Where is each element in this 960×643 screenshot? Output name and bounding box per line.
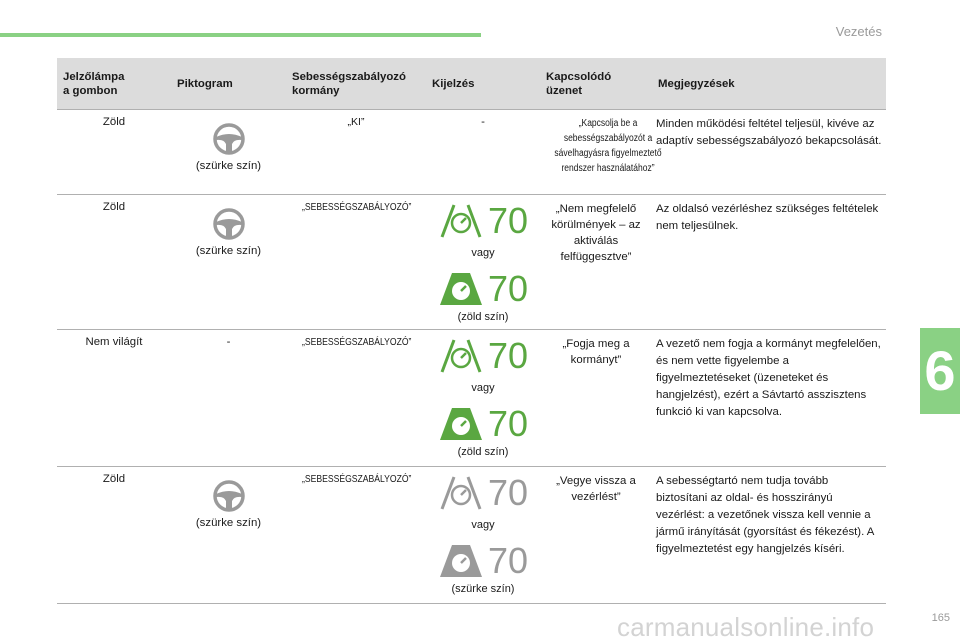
picto-label: (szürke szín) [195,517,262,529]
law-cell [286,330,426,467]
watermark: carmanualsonline.info [617,612,875,642]
picto-label: (szürke szín) [195,160,262,172]
header-notes: Megjegyzések [652,58,886,110]
lamp-text: Zöld [102,201,126,213]
or-text: vagy [471,247,495,259]
lane-filled-icon [438,541,484,582]
display-cell [426,110,540,195]
lane-outline-icon [438,201,484,242]
picto-label: (szürke szín) [195,245,262,257]
table-header-row [57,58,886,110]
steering-wheel-icon [212,122,246,156]
header-accent-bar [0,33,481,37]
picto-cell [171,110,286,195]
or-text: vagy [471,519,495,531]
lamp-cell [57,110,171,195]
lane-outline-icon [438,336,484,377]
notes-cell [652,195,886,330]
message-text: „Nem megfelelő körülmények – az aktiválás felfüggesztve” [551,203,641,263]
steering-wheel-icon [212,479,246,513]
notes-text: A sebességtartó nem tudja tovább biztosítani az oldal- és hosszirányú vezérlést: a vezetőnek vissza kell vennie a jármű irányítását (gyorsítást és fékezést). A figyelmeztetést egy hangjelzés kíséri. [656,475,874,555]
picto-dash: - [226,336,231,348]
lamp-text: Nem világít [85,336,143,348]
notes-text: A vezető nem fogja a kormányt megfelelően, és nem vette figyelembe a figyelmeztetéseket (üzeneteket és hangjelzést), ezért a Sávtartó asszisztens funkció ki van kapcsolva. [656,338,881,418]
message-text: „Vegye vissza a vezérlést” [556,475,636,503]
display-dash: - [481,116,485,128]
table-row [57,110,886,195]
lane-filled-indicator [430,404,536,444]
notes-text: Az oldalsó vezérléshez szükséges feltételek nem teljesülnek. [656,203,879,232]
display-cell [426,330,540,467]
speed-value: 70 [487,335,529,376]
law-cell [286,110,426,195]
speed-value: 70 [487,200,529,241]
lane-outline-indicator [430,201,536,241]
law-text: „SEBESSÉGSZABÁLYOZÓ” [302,201,412,213]
notes-cell [652,330,886,467]
law-cell [286,195,426,330]
lane-outline-icon [438,473,484,514]
speed-value: 70 [487,472,529,513]
picto-cell [171,330,286,467]
or-text: vagy [471,382,495,394]
display-cell [426,467,540,604]
picto-cell [171,195,286,330]
lamp-text: Zöld [102,116,126,128]
lane-filled-icon [438,404,484,445]
speed-value: 70 [487,268,529,309]
lamp-cell [57,330,171,467]
section-title: Vezetés [835,24,882,39]
message-cell [540,330,652,467]
law-cell [286,467,426,604]
table-row [57,330,886,467]
picto-cell [171,467,286,604]
notes-text: Minden működési feltétel teljesül, kivéve az adaptív sebességszabályozó bekapcsolását. [656,118,882,147]
header-law: Sebességszabályozó kormány [286,58,426,110]
table-row [57,195,886,330]
lamp-text: Zöld [102,473,126,485]
header-message: Kapcsolódó üzenet [540,58,652,110]
display-label: (zöld szín) [457,311,509,323]
lane-filled-indicator [430,269,536,309]
display-cell [426,195,540,330]
message-cell [540,110,662,195]
steering-wheel-icon [212,207,246,241]
display-label: (szürke szín) [451,583,515,595]
law-text: „SEBESSÉGSZABÁLYOZÓ” [302,336,412,348]
chapter-tab: 6 [920,328,960,414]
lamp-cell [57,467,171,604]
lane-assist-table [57,58,886,604]
lane-outline-indicator [430,473,536,513]
message-text: „Fogja meg a kormányt” [562,338,630,366]
message-text: „Kapcsolja be a sebességszabályozót a sávelhagyásra figyelmeztető rendszer használatához” [554,118,662,174]
header-picto: Piktogram [171,58,286,110]
notes-cell [652,110,886,195]
header-display: Kijelzés [426,58,540,110]
law-text: „KI” [347,116,365,128]
message-cell [540,195,652,330]
speed-value: 70 [487,403,529,444]
law-text: „SEBESSÉGSZABÁLYOZÓ” [302,473,412,485]
header-lamp: Jelzőlámpa a gombon [57,58,171,110]
page-number: 165 [931,612,950,624]
notes-cell [652,467,886,604]
display-label: (zöld szín) [457,446,509,458]
lane-filled-indicator [430,541,536,581]
table-row [57,467,886,604]
speed-value: 70 [487,540,529,581]
lane-outline-indicator [430,336,536,376]
lamp-cell [57,195,171,330]
message-cell [540,467,652,604]
lane-filled-icon [438,269,484,310]
